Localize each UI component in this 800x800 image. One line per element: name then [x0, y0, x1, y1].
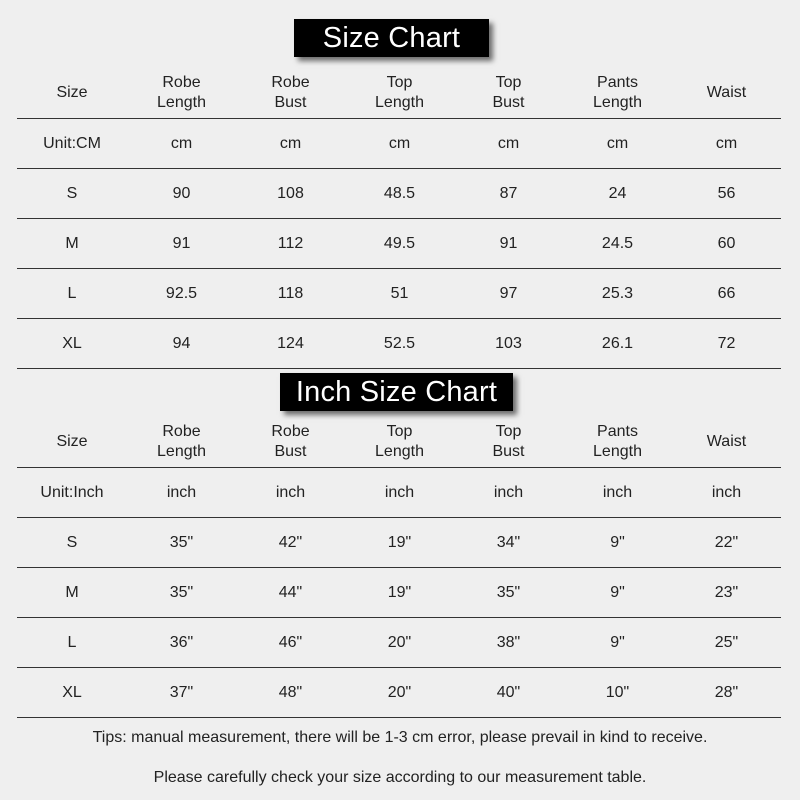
- header-cell: Pants Length: [593, 74, 642, 111]
- header-cell: Robe Length: [157, 423, 206, 460]
- table-cell: 60: [717, 234, 736, 252]
- size-check-note: Please carefully check your size according to our measurement table.: [153, 769, 647, 786]
- table-cell: 40": [496, 683, 521, 701]
- table-row: [17, 319, 781, 369]
- header-cell: Top Length: [375, 74, 424, 111]
- table-cell: 112: [277, 234, 304, 252]
- table-cell: 87: [499, 184, 518, 202]
- table-cell: 26.1: [601, 334, 634, 352]
- table-cell: inch: [602, 483, 633, 501]
- table-cell: S: [66, 533, 78, 551]
- table-cell: 35": [496, 583, 521, 601]
- table-cell: 44": [278, 583, 303, 601]
- table-cell: 48": [278, 683, 303, 701]
- table-cell: 91: [499, 234, 518, 252]
- table-cell: 19": [387, 533, 412, 551]
- header-cell: Top Bust: [492, 423, 525, 460]
- cm-size-table: [17, 68, 781, 369]
- table-cell: cm: [606, 134, 629, 152]
- table-cell: 19": [387, 583, 412, 601]
- table-cell: cm: [715, 134, 738, 152]
- table-cell: 22": [714, 533, 739, 551]
- table-cell: cm: [388, 134, 411, 152]
- table-cell: inch: [384, 483, 415, 501]
- table-cell: 38": [496, 633, 521, 651]
- table-cell: 28": [714, 683, 739, 701]
- table-header-row: [17, 68, 781, 119]
- header-cell: Top Length: [375, 423, 424, 460]
- table-cell: 24.5: [601, 234, 634, 252]
- table-cell: 25.3: [601, 284, 634, 302]
- table-cell: 49.5: [383, 234, 416, 252]
- table-cell: L: [67, 633, 77, 651]
- table-cell: 72: [717, 334, 736, 352]
- table-row: [17, 568, 781, 618]
- table-cell: 124: [277, 334, 304, 352]
- table-cell: 108: [277, 184, 304, 202]
- header-cell: Top Bust: [492, 74, 525, 111]
- table-row: [17, 269, 781, 319]
- size-chart-title: Size Chart: [294, 19, 489, 57]
- table-cell: 23": [714, 583, 739, 601]
- table-row: [17, 618, 781, 668]
- table-cell: 46": [278, 633, 303, 651]
- table-cell: S: [66, 184, 78, 202]
- table-cell: 20": [387, 633, 412, 651]
- table-cell: 52.5: [383, 334, 416, 352]
- inch-size-chart-title: Inch Size Chart: [280, 373, 513, 411]
- table-cell: 48.5: [383, 184, 416, 202]
- header-cell: Waist: [706, 433, 747, 450]
- table-cell: 66: [717, 284, 736, 302]
- table-cell: 9": [610, 583, 625, 601]
- measurement-tip: Tips: manual measurement, there will be 1-3 cm error, please prevail in kind to receive.: [92, 729, 708, 746]
- header-cell: Size: [56, 433, 88, 450]
- table-cell: 20": [387, 683, 412, 701]
- inch-size-table: [17, 417, 781, 718]
- table-cell: 56: [717, 184, 736, 202]
- header-cell: Size: [56, 84, 88, 101]
- table-cell: 37": [169, 683, 194, 701]
- table-cell: cm: [279, 134, 302, 152]
- table-cell: inch: [166, 483, 197, 501]
- table-cell: 90: [172, 184, 191, 202]
- header-cell: Robe Bust: [271, 74, 310, 111]
- header-cell: Robe Length: [157, 74, 206, 111]
- table-cell: L: [67, 284, 77, 302]
- table-row: [17, 169, 781, 219]
- table-cell: 36": [169, 633, 194, 651]
- table-cell: 9": [610, 633, 625, 651]
- header-cell: Robe Bust: [271, 423, 310, 460]
- table-cell: 97: [499, 284, 518, 302]
- table-cell: Unit:CM: [43, 134, 101, 152]
- table-cell: 35": [169, 533, 194, 551]
- table-row: [17, 668, 781, 718]
- table-cell: cm: [170, 134, 193, 152]
- table-cell: inch: [493, 483, 524, 501]
- table-cell: 51: [390, 284, 409, 302]
- header-cell: Waist: [706, 84, 747, 101]
- table-cell: 91: [172, 234, 191, 252]
- table-cell: XL: [62, 683, 82, 701]
- table-header-row: [17, 417, 781, 468]
- table-cell: 118: [277, 284, 304, 302]
- table-cell: 10": [605, 683, 630, 701]
- table-row: [17, 518, 781, 568]
- table-cell: inch: [711, 483, 742, 501]
- table-cell: 35": [169, 583, 194, 601]
- table-cell: M: [65, 234, 79, 252]
- header-cell: Pants Length: [593, 423, 642, 460]
- table-cell: 34": [496, 533, 521, 551]
- table-cell: 92.5: [165, 284, 198, 302]
- table-cell: XL: [62, 334, 82, 352]
- table-cell: inch: [275, 483, 306, 501]
- table-row: [17, 119, 781, 169]
- table-cell: 25": [714, 633, 739, 651]
- table-cell: 42": [278, 533, 303, 551]
- table-cell: Unit:Inch: [40, 483, 104, 501]
- table-cell: 94: [172, 334, 191, 352]
- table-cell: cm: [497, 134, 520, 152]
- table-cell: 9": [610, 533, 625, 551]
- table-row: [17, 219, 781, 269]
- table-row: [17, 468, 781, 518]
- table-cell: M: [65, 583, 79, 601]
- table-cell: 103: [495, 334, 522, 352]
- table-cell: 24: [608, 184, 627, 202]
